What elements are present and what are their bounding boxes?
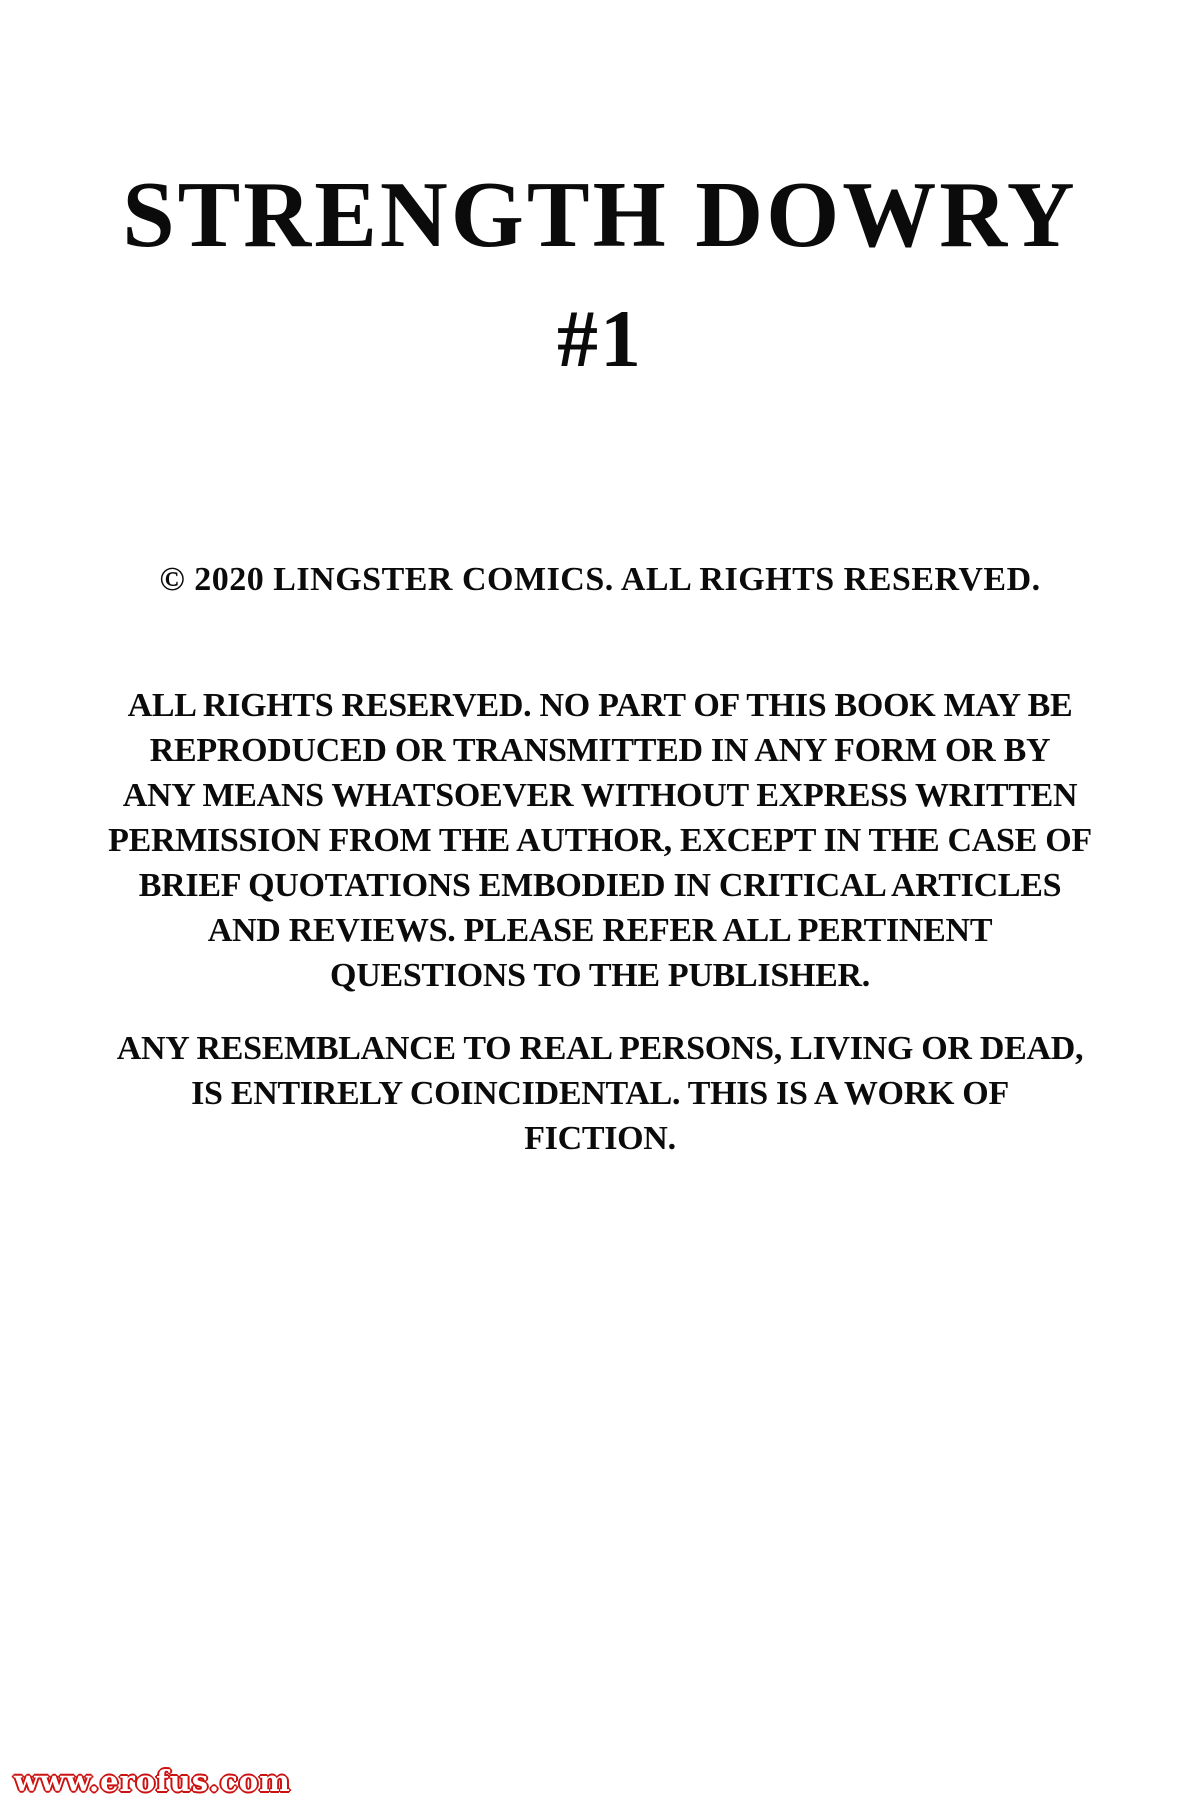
site-watermark: www.erofus.com: [14, 1764, 291, 1798]
disclaimer-line: FICTION.: [524, 1119, 676, 1157]
issue-number: #1: [557, 293, 643, 384]
copyright-line: © 2020 LINGSTER COMICS. ALL RIGHTS RESERVED.: [159, 561, 1041, 598]
disclaimer-paragraph: [0, 1026, 1200, 1161]
legal-paragraph: [0, 683, 1200, 998]
legal-line: ALL RIGHTS RESERVED. NO PART OF THIS BOOK MAY BE: [127, 686, 1073, 724]
book-title: STRENGTH DOWRY: [122, 163, 1078, 267]
disclaimer-line: IS ENTIRELY COINCIDENTAL. THIS IS A WORK OF: [191, 1074, 1009, 1112]
legal-line: PERMISSION FROM THE AUTHOR, EXCEPT IN THE CASE OF: [108, 821, 1092, 859]
disclaimer-line: ANY RESEMBLANCE TO REAL PERSONS, LIVING OR DEAD,: [116, 1029, 1084, 1067]
legal-line: ANY MEANS WHATSOEVER WITHOUT EXPRESS WRITTEN: [122, 776, 1078, 814]
legal-line: QUESTIONS TO THE PUBLISHER.: [330, 956, 870, 994]
legal-line: AND REVIEWS. PLEASE REFER ALL PERTINENT: [207, 911, 993, 949]
legal-line: BRIEF QUOTATIONS EMBODIED IN CRITICAL ARTICLES: [138, 866, 1062, 904]
legal-line: REPRODUCED OR TRANSMITTED IN ANY FORM OR BY: [149, 731, 1051, 769]
